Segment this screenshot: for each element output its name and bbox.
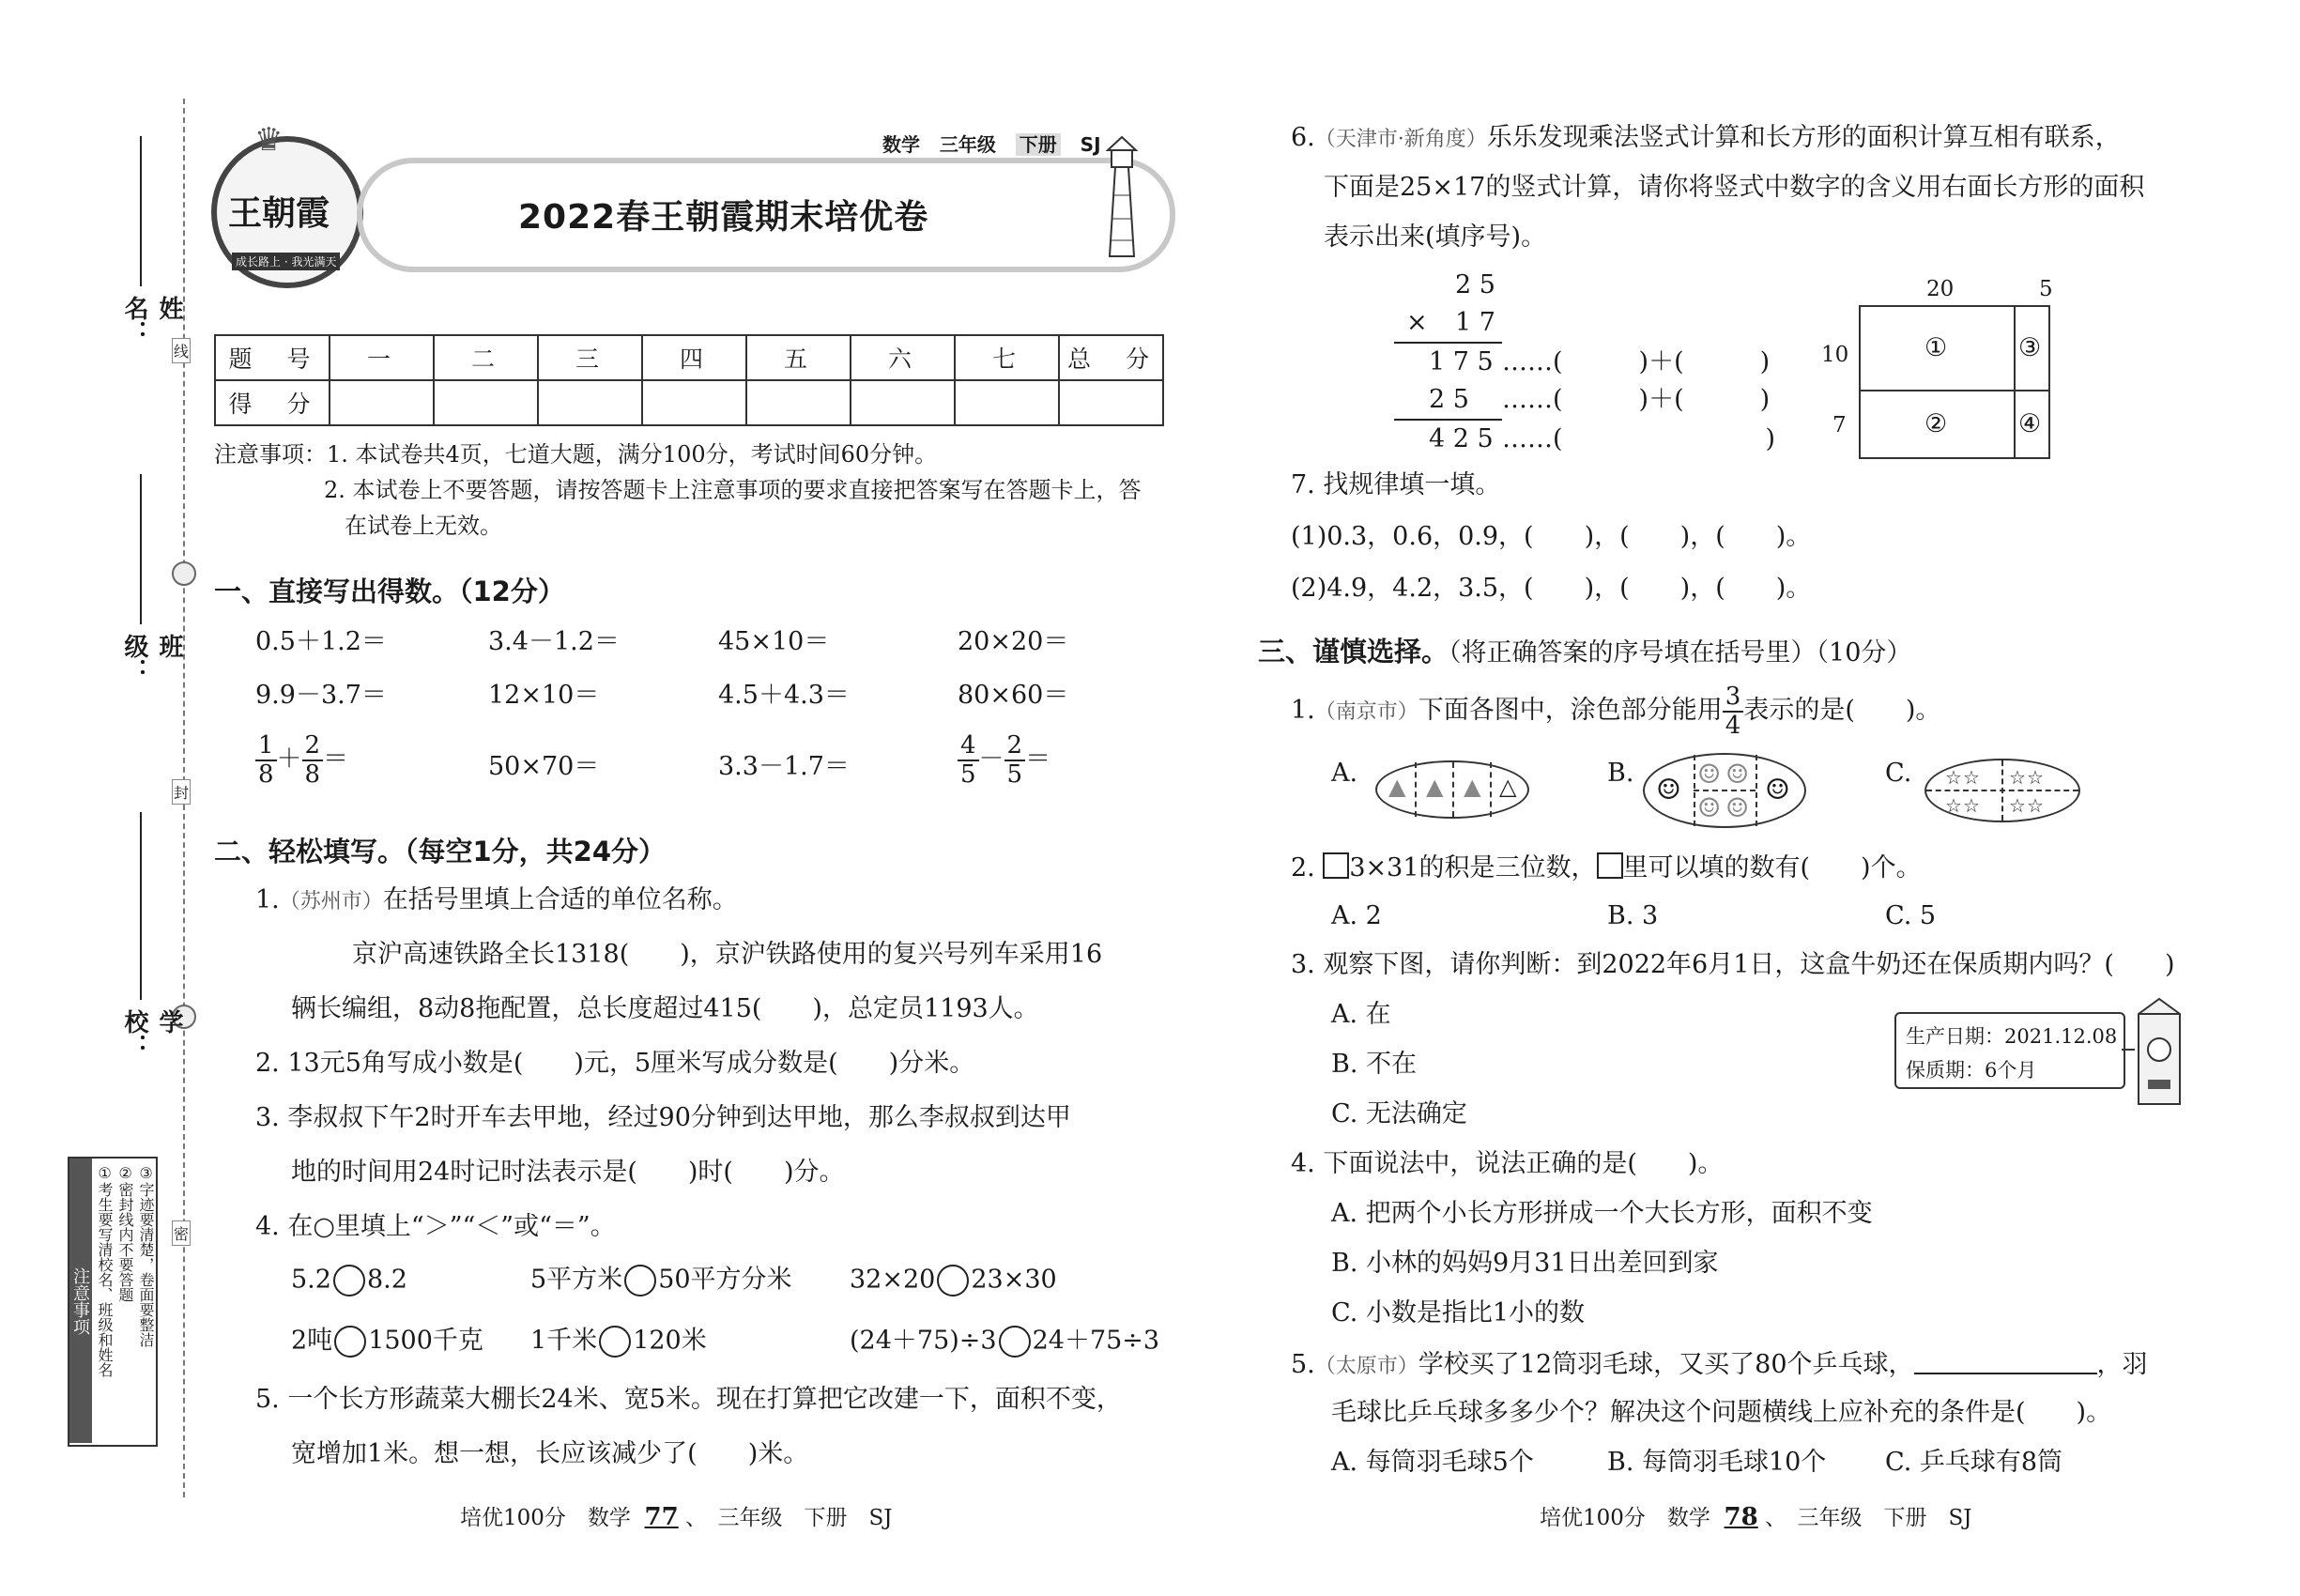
s1-r2-c3: 4.5＋4.3＝ xyxy=(718,681,850,710)
c5-option-a[interactable]: A. 每筒羽毛球5个 xyxy=(1331,1448,1534,1477)
compare-item: 5平方米 50平方分米 xyxy=(530,1265,792,1297)
c1-figure-a xyxy=(1375,760,1529,819)
compare-circle[interactable] xyxy=(333,1265,365,1297)
c1-option-a-label[interactable]: A. xyxy=(1331,759,1358,788)
compare-item: 2吨 1500千克 xyxy=(291,1326,483,1358)
rect-width-20: 20 xyxy=(1926,277,1955,301)
footer-left: 培优100分 数学 77 、 三年级 下册 SJ xyxy=(460,1503,893,1531)
smiley-icon: ☺ xyxy=(1765,774,1790,806)
vm-hint-2: ……( )＋( ) xyxy=(1502,385,1771,414)
score-cell-7[interactable] xyxy=(955,380,1059,425)
c1-question: 1.（南京市）下面各图中，涂色部分能用 $\frac{3}{4}$ 表示的是( )。 xyxy=(1291,683,1941,740)
c5-blank-line[interactable] xyxy=(1914,1350,2097,1374)
s1-r3-c3: 3.3－1.7＝ xyxy=(718,752,850,781)
name-label: 姓 名： xyxy=(120,296,183,345)
s2-q3-line1: 3. 李叔叔下午2时开车去甲地，经过90分钟到达甲地，那么李叔叔到达甲 xyxy=(255,1103,1071,1132)
c4-option-b[interactable]: B. 小林的妈妈9月31日出差回到家 xyxy=(1331,1249,1719,1278)
binding-ring-1 xyxy=(172,561,196,586)
fraction-1-8: $\frac{1}{8}$ xyxy=(255,732,277,788)
c1-figure-c xyxy=(1924,759,2080,822)
score-col-6: 六 xyxy=(851,335,955,380)
c4-option-c[interactable]: C. 小数是指比1小的数 xyxy=(1331,1298,1586,1327)
footer-right: 培优100分 数学 78 、 三年级 下册 SJ xyxy=(1540,1503,1972,1531)
vm-multiplicand: 2 5 xyxy=(1455,270,1495,299)
name-field[interactable] xyxy=(117,136,183,371)
score-cell-4[interactable] xyxy=(642,380,746,425)
brand-logo xyxy=(211,121,363,288)
rect-height-7: 7 xyxy=(1832,413,1847,437)
rect-part-4: ④ xyxy=(2018,409,2042,438)
s2-q1-line2: 辆长编组，8动8拖配置，总长度超过415( )，总定员1193人。 xyxy=(291,994,1039,1023)
s2-q1-head: 1.（苏州市）在括号里填上合适的单位名称。 xyxy=(255,885,738,914)
r-q6-city: （天津市·新角度） xyxy=(1314,128,1487,151)
score-col-5: 五 xyxy=(746,335,851,380)
s1-r2-c2: 12×10＝ xyxy=(488,681,600,710)
meta-volume: 下册 xyxy=(1016,133,1061,156)
logo-brand-text: 王朝霞 xyxy=(228,194,330,233)
logo-crown-icon: ♛ xyxy=(254,121,284,159)
school-label: 学 校： xyxy=(120,1009,183,1058)
class-field[interactable] xyxy=(117,474,183,709)
header-meta xyxy=(882,130,1101,157)
triangle-filled-icon: ▲ xyxy=(1464,774,1481,800)
fig-a-divider xyxy=(1490,762,1492,817)
school-field[interactable] xyxy=(117,812,183,1084)
score-cell-1[interactable] xyxy=(330,380,434,425)
logo-slogan: 成长路上 · 我光满天 xyxy=(232,253,340,270)
lighthouse-icon xyxy=(1089,130,1155,261)
binding-notice-title: 注意事项 xyxy=(69,1159,92,1443)
section-3-title-row xyxy=(1258,631,1911,669)
star-icon: ☆☆ xyxy=(2009,766,2045,789)
notice-line-3: 在试卷上无效。 xyxy=(345,513,502,539)
compare-circle[interactable] xyxy=(999,1326,1031,1358)
area-rectangle-figure xyxy=(1821,277,2103,465)
s1-r1-c3: 45×10＝ xyxy=(718,627,830,656)
r-q6-line3: 表示出来(填序号)。 xyxy=(1324,223,1547,252)
star-icon: ☆☆ xyxy=(1945,766,1981,789)
r-q7-head: 7. 找规律填一填。 xyxy=(1291,470,1501,499)
score-cell-2[interactable] xyxy=(434,380,538,425)
fig-a-divider xyxy=(1415,762,1417,817)
fraction-3-4: $\frac{3}{4}$ xyxy=(1723,683,1744,739)
class-label: 班 级： xyxy=(120,634,183,683)
c2-option-a[interactable]: A. 2 xyxy=(1331,901,1382,930)
school-underline xyxy=(140,812,142,1000)
page-title: 2022春王朝霞期末培优卷 xyxy=(518,198,929,237)
meta-edition: SJ xyxy=(1080,133,1101,156)
compare-circle[interactable] xyxy=(599,1326,631,1358)
vm-multiplier: 1 7 xyxy=(1455,308,1495,337)
compare-item: 32×20 23×30 xyxy=(850,1265,1057,1297)
c3-option-a[interactable]: A. 在 xyxy=(1331,1000,1391,1029)
compare-item: 5.2 8.2 xyxy=(291,1265,407,1297)
binding-notice-item-1: ①考生要写清校名、班级和姓名 xyxy=(96,1164,114,1377)
c3-question: 3. 观察下图，请你判断：到2022年6月1日，这盒牛奶还在保质期内吗？( ) xyxy=(1291,950,2175,979)
c5-city: （太原市） xyxy=(1314,1355,1418,1378)
s2-q4-head: 4. 在○里填上“＞”“＜”或“＝”。 xyxy=(255,1212,616,1241)
page-number-left: 77 xyxy=(644,1503,679,1531)
r-q6-line1: 6.（天津市·新角度）乐乐发现乘法竖式计算和长方形的面积计算互相有联系， xyxy=(1291,123,2121,152)
triangle-filled-icon: ▲ xyxy=(1388,774,1406,800)
compare-circle[interactable] xyxy=(334,1326,366,1358)
s2-q5-line2: 宽增加1米。想一想，长应该减少了( )米。 xyxy=(291,1439,809,1468)
s1-r1-c4: 20×20＝ xyxy=(958,627,1069,656)
milk-label-box xyxy=(1894,1012,2125,1089)
smiley-filled-icon: ☺ xyxy=(1725,759,1750,790)
page-number-right: 78 xyxy=(1724,1503,1758,1531)
score-header-row xyxy=(215,335,1163,380)
meta-subject: 数学 xyxy=(882,133,920,156)
vm-rule-2 xyxy=(1394,419,1502,421)
milk-callout-line xyxy=(2122,1049,2135,1051)
triangle-icon: △ xyxy=(1499,774,1517,800)
section-1-title: 一、直接写出得数。（12分） xyxy=(214,575,565,607)
s2-q1-city: （苏州市） xyxy=(279,890,383,913)
c3-option-c[interactable]: C. 无法确定 xyxy=(1331,1099,1467,1128)
vm-product: 4 2 5 xyxy=(1429,424,1494,453)
binding-notice-box xyxy=(68,1157,158,1447)
fig-a-divider xyxy=(1452,762,1454,817)
c2-option-c[interactable]: C. 5 xyxy=(1885,901,1937,930)
s2-q1-line1: 京沪高速铁路全长1318( )，京沪铁路使用的复兴号列车采用16 xyxy=(352,940,1103,969)
s2-q3-line2: 地的时间用24时记时法表示是( )时( )分。 xyxy=(291,1158,845,1187)
score-cell-3[interactable] xyxy=(538,380,642,425)
binding-cut-2: 封 xyxy=(172,779,191,805)
c1-option-b-label[interactable]: B. xyxy=(1607,759,1634,788)
section-3-title: 三、谨慎选择。 xyxy=(1258,636,1449,668)
score-cell-total[interactable] xyxy=(1059,380,1163,425)
rect-hline xyxy=(1859,390,2048,391)
s2-q2: 2. 13元5角写成小数是( )元，5厘米写成分数是( )分米。 xyxy=(255,1049,975,1078)
vm-hint-1: ……( )＋( ) xyxy=(1502,347,1771,376)
vm-partial-2: 2 5 xyxy=(1429,385,1469,414)
milk-production-date: 生产日期：2021.12.08 xyxy=(1906,1025,2118,1048)
vm-times-sign: × xyxy=(1406,308,1428,337)
s2-q5-line1: 5. 一个长方形蔬菜大棚长24米、宽5米。现在打算把它改建一下，面积不变， xyxy=(255,1385,1122,1414)
c4-option-a[interactable]: A. 把两个小长方形拼成一个大长方形，面积不变 xyxy=(1331,1199,1873,1228)
notice-line-1: 注意事项：1. 本试卷共4页，七道大题，满分100分，考试时间60分钟。 xyxy=(214,441,938,468)
vm-hint-3: ……( ) xyxy=(1502,424,1776,453)
c2-option-b[interactable]: B. 3 xyxy=(1607,901,1659,930)
rect-part-2: ② xyxy=(1924,409,1948,438)
smiley-filled-icon: ☺ xyxy=(1697,792,1722,823)
score-cell-6[interactable] xyxy=(851,380,955,425)
blank-square-icon xyxy=(1597,852,1623,879)
r-q7-2: (2)4.9，4.2，3.5，( )，( )，( )。 xyxy=(1291,574,1812,603)
blank-square-icon xyxy=(1323,852,1349,879)
compare-circle[interactable] xyxy=(937,1265,969,1297)
c1-figure-b xyxy=(1643,753,1806,828)
rect-height-10: 10 xyxy=(1821,343,1849,367)
score-col-7: 七 xyxy=(955,335,1059,380)
score-col-3: 三 xyxy=(538,335,642,380)
section-3-note: （将正确答案的序号填在括号里）（10分） xyxy=(1449,638,1912,668)
c5-line1: 5.（太原市）学校买了12筒羽毛球，又买了80个乒乓球， ，羽 xyxy=(1291,1350,2148,1379)
c2-question: 2. 3×31的积是三位数， 里可以填的数有( )个。 xyxy=(1291,853,1922,882)
rect-part-1: ① xyxy=(1924,333,1948,362)
r-q7-1: (1)0.3，0.6，0.9，( )，( )，( )。 xyxy=(1291,522,1812,551)
s1-r3-c2: 50×70＝ xyxy=(488,752,600,781)
compare-item: 1千米 120米 xyxy=(530,1326,707,1358)
binding-cut-1: 线 xyxy=(172,338,191,363)
star-icon: ☆☆ xyxy=(1945,794,1981,817)
r-q6-line2: 下面是25×17的竖式计算，请你将竖式中数字的含义用右面长方形的面积 xyxy=(1324,173,2145,202)
notice-line-2: 2. 本试卷上不要答题，请按答题卡上注意事项的要求直接把答案写在答题卡上，答 xyxy=(324,477,1142,503)
s1-r3-c1: $\frac{1}{8}$ ＋ $\frac{2}{8}$ ＝ xyxy=(255,732,348,788)
c5-option-c[interactable]: C. 乒乓球有8筒 xyxy=(1885,1448,2063,1477)
name-underline xyxy=(140,136,142,286)
binding-cut-3: 密 xyxy=(172,1220,191,1246)
c1-city: （南京市） xyxy=(1314,700,1418,725)
score-col-4: 四 xyxy=(642,335,746,380)
score-cell-5[interactable] xyxy=(746,380,851,425)
s1-r2-c1: 9.9－3.7＝ xyxy=(255,681,387,710)
smiley-filled-icon: ☺ xyxy=(1697,759,1722,790)
section-2-title: 二、轻松填写。（每空1分，共24分） xyxy=(214,836,667,867)
smiley-icon: ☺ xyxy=(1656,774,1681,806)
s1-r1-c2: 3.4－1.2＝ xyxy=(488,627,620,656)
score-table xyxy=(214,334,1164,426)
score-row-label: 得 分 xyxy=(215,380,330,425)
compare-item: (24＋75)÷3 24＋75÷3 xyxy=(850,1326,1159,1358)
fraction-2-5: $\frac{2}{5}$ xyxy=(1004,732,1026,788)
s1-r2-c4: 80×60＝ xyxy=(958,681,1069,710)
c5-option-b[interactable]: B. 每筒羽毛球10个 xyxy=(1607,1448,1827,1477)
smiley-filled-icon: ☺ xyxy=(1725,792,1750,823)
class-underline xyxy=(140,474,142,624)
rect-width-5: 5 xyxy=(2039,277,2053,301)
meta-grade: 三年级 xyxy=(939,133,996,156)
score-col-1: 一 xyxy=(330,335,434,380)
c3-option-b[interactable]: B. 不在 xyxy=(1331,1050,1418,1079)
binding-notice-item-2: ②密封线内不要答题 xyxy=(116,1164,134,1302)
rect-vline xyxy=(2014,305,2016,457)
milk-shelf-life: 保质期：6个月 xyxy=(1906,1059,2037,1082)
binding-notice-item-3: ③字迹要清楚，卷面要整洁 xyxy=(137,1164,155,1347)
vm-rule-1 xyxy=(1394,342,1502,344)
milk-carton-icon xyxy=(2131,995,2187,1108)
star-icon: ☆☆ xyxy=(2009,794,2045,817)
fig-b-hline xyxy=(1694,790,1756,791)
c1-option-c-label[interactable]: C. xyxy=(1885,759,1912,788)
score-col-total: 总 分 xyxy=(1059,335,1163,380)
rect-part-3: ③ xyxy=(2018,333,2042,362)
fig-c-hline xyxy=(1926,790,2078,791)
score-col-label: 题 号 xyxy=(215,335,330,380)
fig-b-divider xyxy=(1756,755,1757,826)
vm-partial-1: 1 7 5 xyxy=(1429,347,1494,376)
score-value-row xyxy=(215,380,1163,425)
compare-circle[interactable] xyxy=(624,1265,656,1297)
s1-r3-c4: $\frac{4}{5}$ － $\frac{2}{5}$ ＝ xyxy=(958,732,1050,788)
c4-question: 4. 下面说法中，说法正确的是( )。 xyxy=(1291,1149,1724,1178)
c5-line2: 毛球比乒乓球多多少个？解决这个问题横线上应补充的条件是( )。 xyxy=(1331,1398,2112,1427)
fraction-4-5: $\frac{4}{5}$ xyxy=(958,732,979,788)
vertical-multiplication xyxy=(1389,272,1812,460)
fraction-2-8: $\frac{2}{8}$ xyxy=(302,732,324,788)
score-col-2: 二 xyxy=(434,335,538,380)
s1-r1-c1: 0.5＋1.2＝ xyxy=(255,627,387,656)
triangle-filled-icon: ▲ xyxy=(1426,774,1444,800)
